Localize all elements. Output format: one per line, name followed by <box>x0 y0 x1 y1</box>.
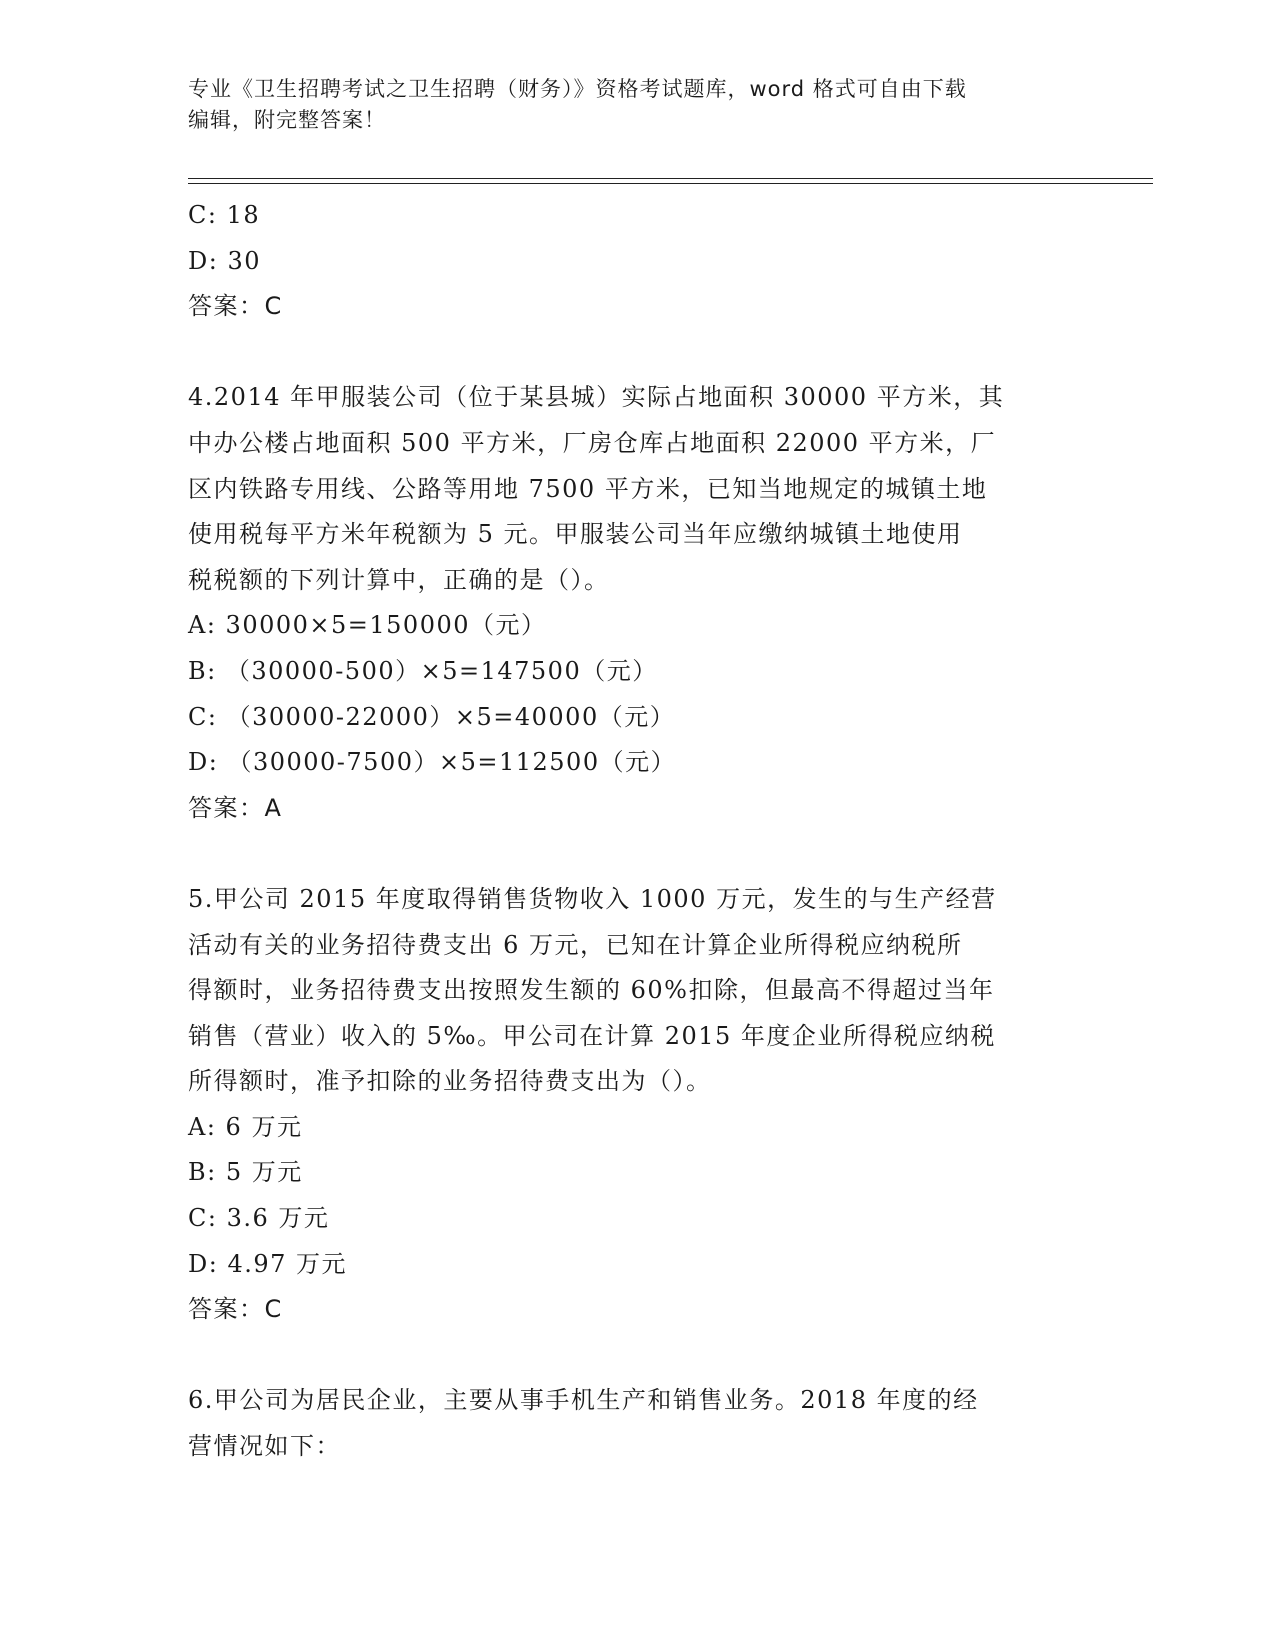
question-text-line: 中办公楼占地面积 500 平方米，厂房仓库占地面积 22000 平方米，厂 <box>188 428 997 457</box>
header-divider-top <box>188 178 1153 179</box>
spacer <box>188 330 1088 376</box>
question-text-line: 6.甲公司为居民企业，主要从事手机生产和销售业务。2018 年度的经 <box>188 1386 979 1415</box>
question-5 <box>188 877 1088 1333</box>
header-divider-bottom <box>188 183 1153 184</box>
answer-line: 答案：C <box>188 292 283 321</box>
option-d: D: 30 <box>188 246 261 275</box>
question-text-line: 销售（营业）收入的 5‰。甲公司在计算 2015 年度企业所得税应纳税 <box>188 1021 996 1050</box>
question-text-line: 区内铁路专用线、公路等用地 7500 平方米，已知当地规定的城镇土地 <box>188 474 988 503</box>
question-6 <box>188 1378 1088 1469</box>
spacer <box>188 1333 1088 1379</box>
question-text-line: 4.2014 年甲服装公司（位于某县城）实际占地面积 30000 平方米，其 <box>188 383 1005 412</box>
question-text-line: 得额时，业务招待费支出按照发生额的 60%扣除，但最高不得超过当年 <box>188 976 995 1005</box>
question-text-line: 营情况如下： <box>188 1432 341 1461</box>
option-b: B: 5 万元 <box>188 1158 303 1187</box>
question-3-tail <box>188 193 1088 330</box>
question-text-line: 5.甲公司 2015 年度取得销售货物收入 1000 万元，发生的与生产经营 <box>188 884 997 913</box>
header-line-2: 编辑，附完整答案！ <box>188 108 386 132</box>
question-text-line: 税税额的下列计算中，正确的是（）。 <box>188 565 610 594</box>
header-line-1: 专业《卫生招聘考试之卫生招聘（财务）》资格考试题库，word 格式可自由下载 <box>188 77 967 101</box>
option-d: D: （30000-7500）×5=112500（元） <box>188 748 677 777</box>
option-c: C: 3.6 万元 <box>188 1204 330 1233</box>
option-a: A: 30000×5=150000（元） <box>188 611 547 640</box>
answer-line: 答案：A <box>188 793 283 822</box>
document-header <box>188 74 1088 136</box>
spacer <box>188 831 1088 877</box>
option-b: B: （30000-500）×5=147500（元） <box>188 656 658 685</box>
question-text-line: 所得额时，准予扣除的业务招待费支出为（）。 <box>188 1067 712 1096</box>
option-d: D: 4.97 万元 <box>188 1249 348 1278</box>
question-text-line: 使用税每平方米年税额为 5 元。甲服装公司当年应缴纳城镇土地使用 <box>188 520 963 549</box>
option-a: A: 6 万元 <box>188 1112 303 1141</box>
option-c: C: （30000-22000）×5=40000（元） <box>188 702 676 731</box>
document-body <box>188 193 1088 1470</box>
answer-line: 答案：C <box>188 1295 283 1324</box>
option-c: C: 18 <box>188 201 261 229</box>
question-4 <box>188 375 1088 831</box>
question-text-line: 活动有关的业务招待费支出 6 万元，已知在计算企业所得税应纳税所 <box>188 930 963 959</box>
